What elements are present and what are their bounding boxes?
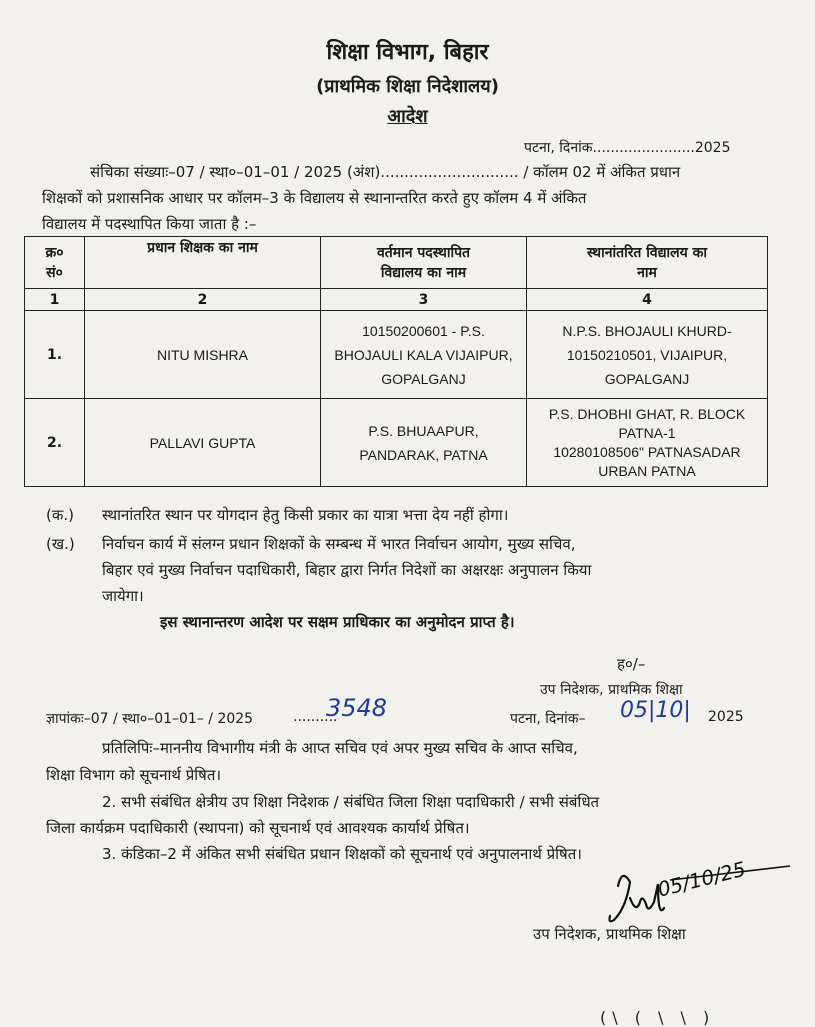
row-current-school: P.S. BHUAAPUR, PANDARAK, PATNA <box>321 399 527 487</box>
approval-statement: इस स्थानान्तरण आदेश पर सक्षम प्राधिकार का अनुमोदन प्राप्त है। <box>160 613 515 631</box>
condition-kh-line-2: बिहार एवं मुख्य निर्वाचन पदाधिकारी, बिहार द्वारा निर्गत निदेशों का अक्षरक्षः अनुपालन किया <box>102 561 592 579</box>
memo-prefix: ज्ञापांकः–07 / स्था०–01–01– / 2025 <box>46 711 254 727</box>
row-sno: 1. <box>25 311 85 399</box>
header-transfer-school: स्थानांतरित विद्यालय का नाम <box>527 237 768 289</box>
condition-kh-line-1: निर्वाचन कार्य में संलग्न प्रधान शिक्षकों के सम्बन्ध में भारत निर्वाचन आयोग, मुख्य सचिव, <box>102 535 576 553</box>
row-transfer-school: P.S. DHOBHI GHAT, R. BLOCK PATNA-1 10280108506" PATNASADAR URBAN PATNA <box>527 399 768 487</box>
copy-3: 3. कंडिका–2 में अंकित सभी संबंधित प्रधान शिक्षकों को सूचनार्थ एवं अनुपालनार्थ प्रेषित। <box>102 845 582 863</box>
copy-2-line-2: जिला कार्यक्रम पदाधिकारी (स्थापना) को सूचनार्थ एवं आवश्यक कार्यार्थ प्रेषित। <box>46 819 470 837</box>
row-current-school: 10150200601 - P.S. BHOJAULI KALA VIJAIPUR, GOPALGANJ <box>321 311 527 399</box>
memo-date-prefix: पटना, दिनांक– <box>510 711 586 727</box>
row-name: NITU MISHRA <box>85 311 321 399</box>
intro-line-2: शिक्षकों को प्रशासनिक आधार पर कॉलम–3 के विद्यालय से स्थानान्तरित करते हुए कॉलम 4 में अंकित <box>42 189 587 207</box>
final-signatory: उप निदेशक, प्राथमिक शिक्षा <box>533 925 686 943</box>
table-row <box>25 311 768 399</box>
footer-partial-text: (\ ( \ \ ) <box>600 1008 716 1027</box>
header-sno: क्र० सं० <box>25 237 85 289</box>
place-date: पटना, दिनांक.......................2025 <box>524 140 731 156</box>
condition-k-label: (क.) <box>46 506 74 524</box>
signatory-title: उप निदेशक, प्राथमिक शिक्षा <box>540 682 683 698</box>
table-row <box>25 399 768 487</box>
directorate-heading: (प्राथमिक शिक्षा निदेशालय) <box>316 76 499 97</box>
signed-mark: ह०/– <box>617 655 646 673</box>
memo-number-handwritten: 3548 <box>326 694 388 722</box>
column-number-row <box>25 289 768 311</box>
copy-1-line-1: प्रतिलिपिः–माननीय विभागीय मंत्री के आप्त सचिव एवं अपर मुख्य सचिव के आप्त सचिव, <box>102 739 578 757</box>
intro-line-3: विद्यालय में पदस्थापित किया जाता है :– <box>42 215 257 233</box>
copy-1-line-2: शिक्षा विभाग को सूचनार्थ प्रेषित। <box>46 766 222 784</box>
column-number: 3 <box>321 289 527 311</box>
column-number: 4 <box>527 289 768 311</box>
header-name: प्रधान शिक्षक का नाम <box>85 237 321 289</box>
signature-date: 05/10/25 <box>655 856 749 902</box>
memo-date-year: 2025 <box>708 709 744 725</box>
row-name: PALLAVI GUPTA <box>85 399 321 487</box>
row-transfer-school: N.P.S. BHOJAULI KHURD- 10150210501, VIJAIPUR, GOPALGANJ <box>527 311 768 399</box>
memo-dots: .......... <box>293 709 338 725</box>
table-header-row <box>25 237 768 289</box>
column-number: 1 <box>25 289 85 311</box>
condition-k-text: स्थानांतरित स्थान पर योगदान हेतु किसी प्रकार का यात्रा भत्ता देय नहीं होगा। <box>102 506 509 524</box>
transfer-table <box>24 236 768 487</box>
column-number: 2 <box>85 289 321 311</box>
row-sno: 2. <box>25 399 85 487</box>
memo-date-handwritten: 05|10| <box>620 698 691 723</box>
condition-kh-label: (ख.) <box>46 535 75 553</box>
intro-line-1: संचिका संख्याः–07 / स्था०–01–01 / 2025 (अंश)............................. / कॉलम 02 में अंकित प्रधान <box>90 163 681 181</box>
order-title: आदेश <box>387 106 428 127</box>
condition-kh-line-3: जायेगा। <box>102 587 144 605</box>
copy-2-line-1: 2. सभी संबंधित क्षेत्रीय उप शिक्षा निदेशक / संबंधित जिला शिक्षा पदाधिकारी / सभी संबंधित <box>102 793 600 811</box>
department-heading: शिक्षा विभाग, बिहार <box>326 40 489 65</box>
header-current-school: वर्तमान पदस्थापित विद्यालय का नाम <box>321 237 527 289</box>
